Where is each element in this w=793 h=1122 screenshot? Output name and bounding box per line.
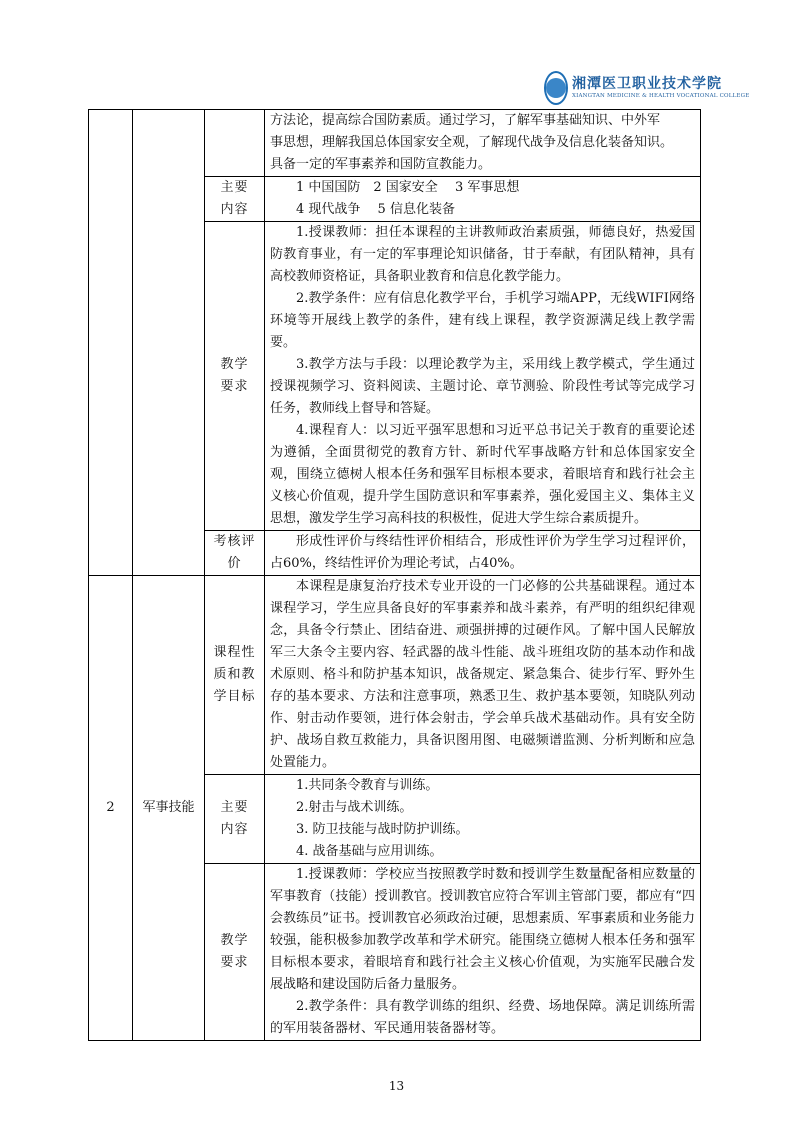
course2-req-cell: [265, 864, 701, 1041]
course2-req-label: [205, 864, 265, 1041]
course1-content-line: 1 中国国防 2 国家安全 3 军事思想: [296, 180, 520, 195]
course1-intro-line: 事思想，理解我国总体国家安全观，了解现代战争及信息化装备知识。: [270, 135, 674, 150]
college-name-en: XIANGTAN MEDICINE & HEALTH VOCATIONAL COLLEGE: [572, 92, 750, 99]
course1-name-cell: [133, 110, 205, 576]
course2-name: 军事技能: [133, 576, 205, 1041]
course1-number-cell: [89, 110, 133, 576]
label-line: 质和教: [213, 667, 256, 682]
college-logo: [544, 68, 750, 108]
label-line: 考核评: [213, 534, 256, 549]
course1-req-paragraph: 3.教学方法与手段：以理论教学为主，采用线上教学模式，学生通过授课视频学习、资料阅读、主题讨论、章节测验、阶段性考试等完成学习任务，教师线上督导和答疑。: [270, 357, 695, 416]
course1-content-cell: [265, 177, 701, 222]
course1-eval-cell: [265, 531, 701, 576]
curriculum-table: [88, 109, 701, 1041]
course1-intro-line: 方法论，提高综合国防素质。通过学习，了解军事基础知识、中外军: [270, 113, 661, 128]
page-number: 13: [388, 1079, 405, 1093]
course1-req-paragraph: 1.授课教师：担任本课程的主讲教师政治素质强，师德良好，热爱国防教育事业，有一定的军事理论知识储备，甘于奉献，有团队精神，具有高校教师资格证，具备职业教育和信息化教学能力。: [270, 225, 695, 284]
course1-content-label: [205, 177, 265, 222]
college-seal-icon: [544, 71, 568, 105]
label-line: 要求: [220, 379, 249, 394]
course1-req-label: [205, 222, 265, 531]
course1-req-paragraph: 4.课程育人：以习近平强军思想和习近平总书记关于教育的重要论述为遵循，全面贯彻党的教育方针、新时代军事战略方针和总体国家安全观，围绕立德树人根本任务和强军目标根本要求，着眼培育和践行社会主义核心价值观，提升学生国防意识和军事素养，强化爱国主义、集体主义思想，激发学生学习高科技的积极性，促进大学生综合素质提升。: [270, 423, 695, 526]
label-line: 教学: [220, 933, 249, 948]
course2-content-line: 1.共同条令教育与训练。: [296, 778, 439, 793]
course2-number: 2: [89, 576, 133, 1041]
label-line: 学目标: [213, 689, 256, 704]
label-line: 内容: [220, 202, 249, 217]
course2-content-line: 2.射击与战术训练。: [296, 800, 413, 815]
course1-eval-text: 形成性评价与终结性评价相结合，形成性评价为学生学习过程评价，占60%，终结性评价为理论考试，占40%。: [270, 534, 695, 571]
course1-intro-row: [89, 110, 701, 177]
course1-intro-line: 具备一定的军事素养和国防宣教能力。: [270, 157, 492, 172]
label-line: 价: [227, 556, 242, 571]
label-line: 课程性: [213, 645, 256, 660]
course1-eval-label: [205, 531, 265, 576]
label-line: 内容: [220, 822, 249, 837]
course2-content-line: 3. 防卫技能与战时防护训练。: [296, 822, 469, 837]
course2-goal-text: 本课程是康复治疗技术专业开设的一门必修的公共基础课程。通过本课程学习，学生应具备良好的军事素养和战斗素养，有严明的组织纪律观念，具备令行禁止、团结奋进、顽强拼搏的过硬作风。了解中国人民解放军三大条令主要内容、轻武器的战斗性能、战斗班组攻防的基本动作和战术原则、格斗和防护基本知识，战备规定、紧急集合、徒步行军、野外生存的基本要求、方法和注意事项，熟悉卫生、救护基本要领，知晓队列动作、射击动作要领，进行体会射击，学会单兵战术基础动作。具有安全防护、战场自救互救能力，具备识图用图、电磁频谱监测、分析判断和应急处置能力。: [270, 579, 695, 770]
course1-content-line: 4 现代战争 5 信息化装备: [296, 202, 455, 217]
label-line: 主要: [220, 180, 249, 195]
course1-req-paragraph: 2.教学条件：应有信息化教学平台，手机学习端APP，无线WIFI网络环境等开展线上教学的条件，建有线上课程，教学资源满足线上教学需要。: [270, 291, 695, 350]
label-line: 主要: [220, 800, 249, 815]
course2-content-line: 4. 战备基础与应用训练。: [296, 844, 443, 859]
course1-req-cell: [265, 222, 701, 531]
course2-req-paragraph: 2.教学条件：具有教学训练的组织、经费、场地保障。满足训练所需的军用装备器材、军民通用装备器材等。: [270, 999, 695, 1036]
course1-intro-cell: [265, 110, 701, 177]
course2-goal-cell: [265, 576, 701, 775]
course1-intro-label-cell: [205, 110, 265, 177]
course2-goal-row: [89, 576, 701, 775]
course2-content-cell: [265, 775, 701, 864]
course2-goal-label: [205, 576, 265, 775]
course2-req-paragraph: 1.授课教师：学校应当按照教学时数和授训学生数量配备相应数量的军事教育（技能）授训教官。授训教官应符合军训主管部门要，都应有“四会教练员”证书。授训教官必须政治过硬，思想素质、军事素质和业务能力较强，能积极参加教学改革和学术研究。能围绕立德树人根本任务和强军目标根本要求，着眼培育和践行社会主义核心价值观，为实施军民融合发展战略和建设国防后备力量服务。: [270, 867, 695, 992]
label-line: 教学: [220, 357, 249, 372]
college-name-cn: 湘潭医卫职业技术学院: [572, 75, 722, 92]
label-line: 要求: [220, 955, 249, 970]
course2-content-label: [205, 775, 265, 864]
